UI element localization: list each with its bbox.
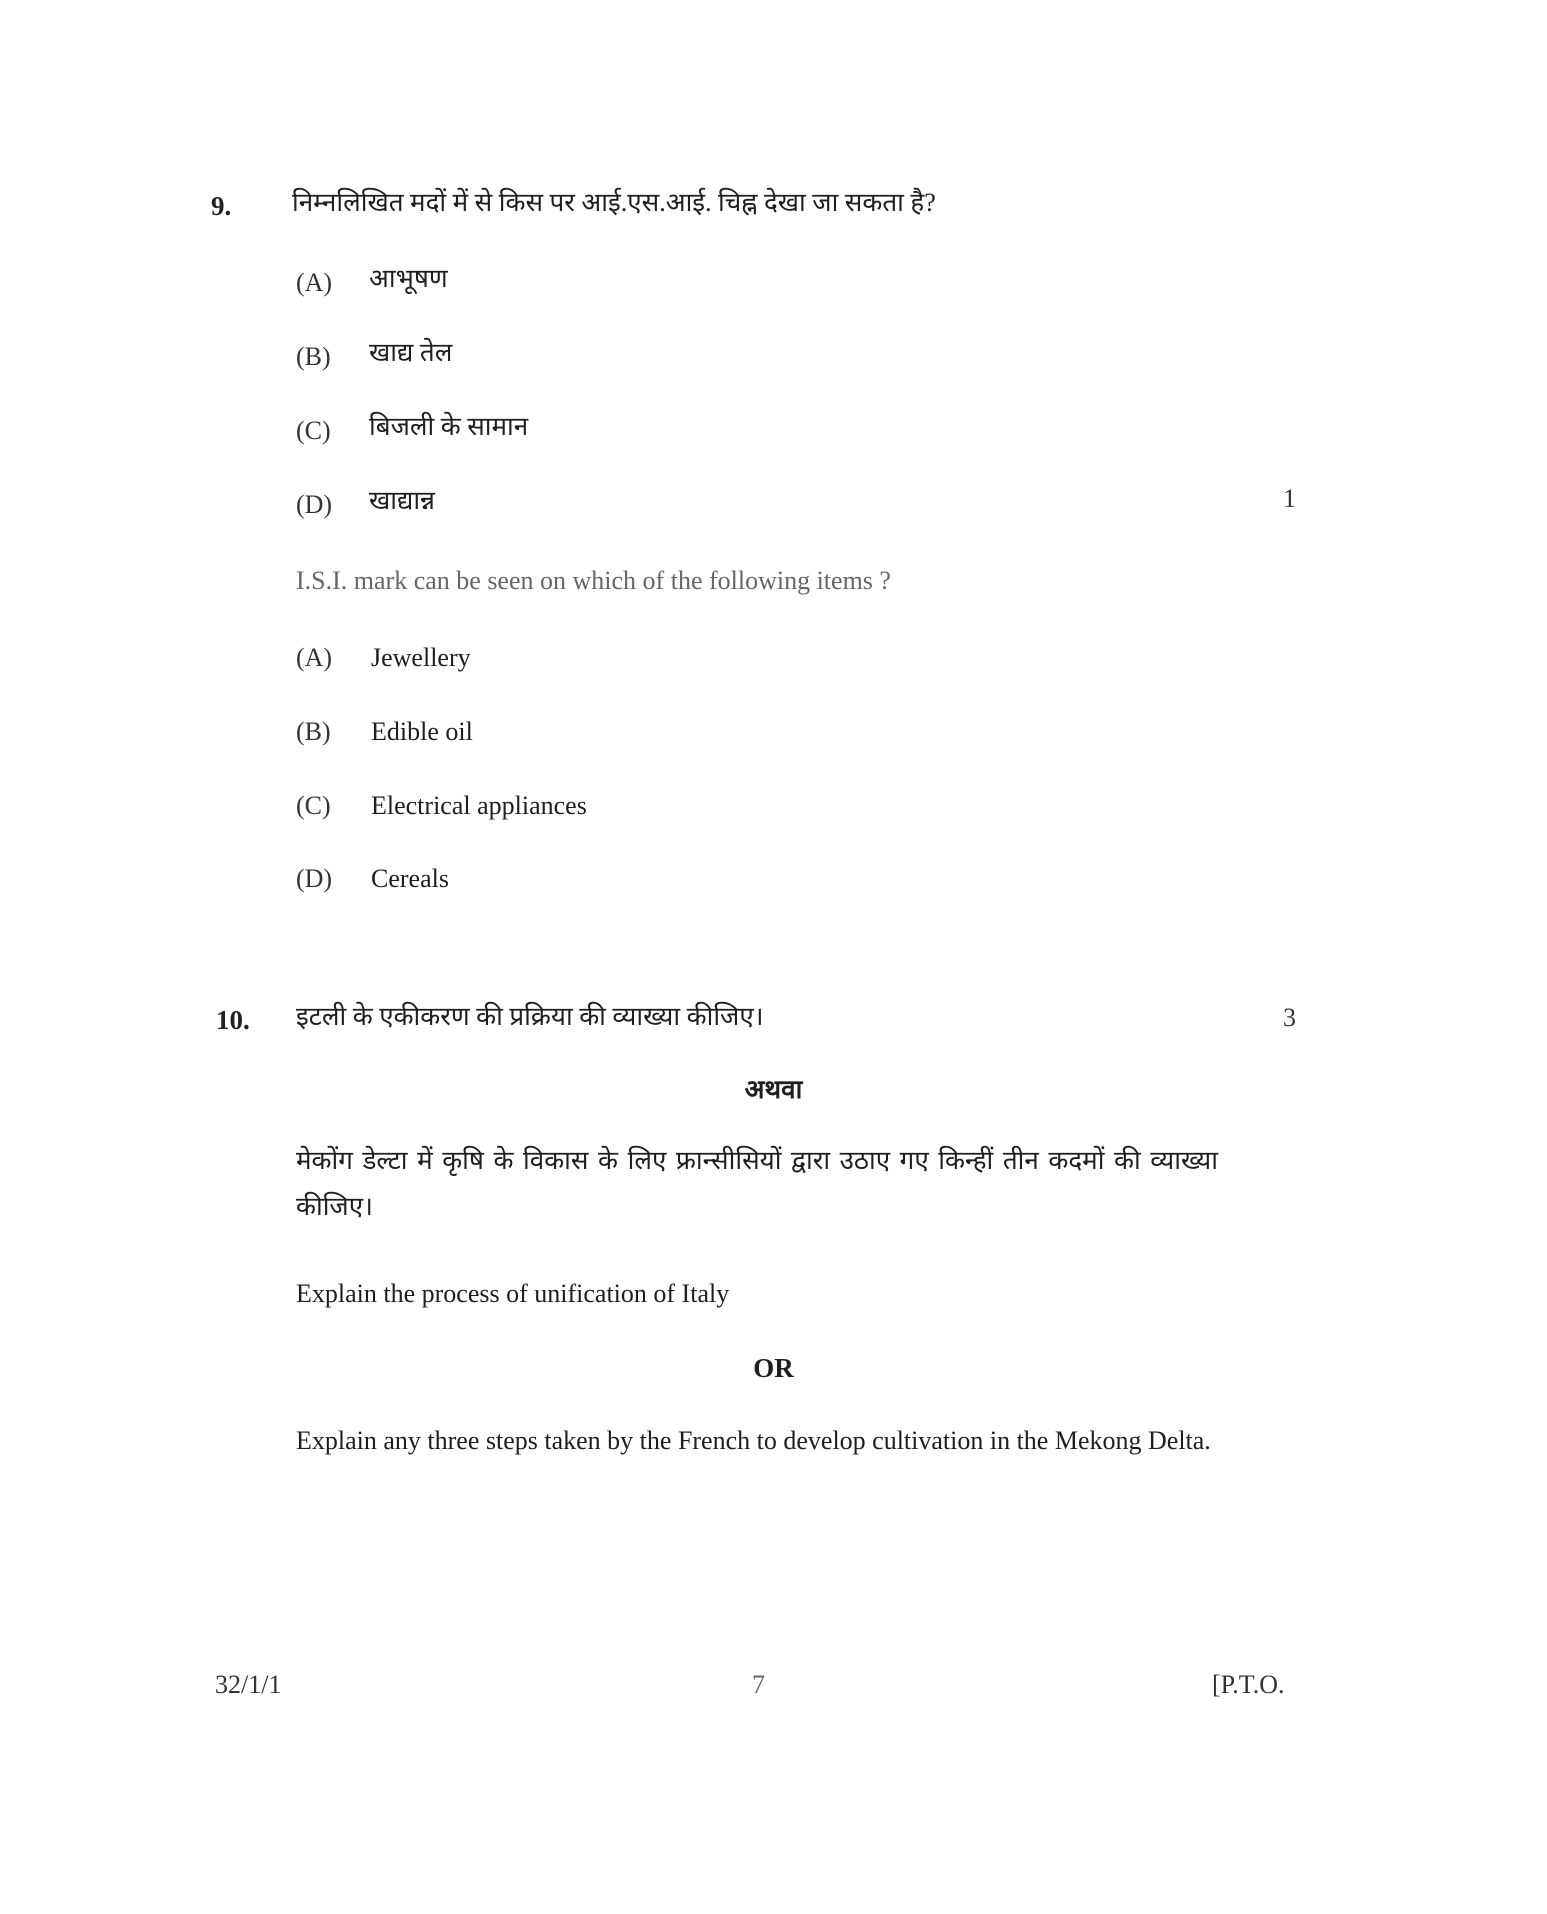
or-label-hindi: अथवा — [744, 1075, 803, 1104]
option-label: (C) — [296, 791, 331, 820]
paper-code: 32/1/1 — [215, 1670, 282, 1699]
marks: 3 — [1283, 1003, 1296, 1032]
option-label: (D) — [296, 490, 333, 519]
question-text-hindi: निम्नलिखित मदों में से किस पर आई.एस.आई. चिह्न देखा जा सकता है? — [292, 188, 936, 217]
question-text-english: Explain the process of unification of Italy — [296, 1279, 730, 1308]
option-label: (A) — [296, 268, 333, 297]
marks: 1 — [1283, 484, 1296, 513]
pto-label: [P.T.O. — [1212, 1670, 1285, 1699]
option-label: (C) — [296, 416, 331, 445]
option-text: Jewellery — [371, 643, 471, 672]
option-text: आभूषण — [369, 264, 448, 293]
option-label: (B) — [296, 717, 331, 746]
option-label: (A) — [296, 643, 333, 672]
option-label: (B) — [296, 342, 331, 371]
question-number: 10. — [216, 1005, 250, 1035]
option-text: खाद्यान्न — [369, 486, 435, 515]
option-text: Electrical appliances — [371, 791, 587, 820]
question-number: 9. — [211, 191, 232, 221]
option-text: बिजली के सामान — [369, 412, 529, 441]
option-text: Edible oil — [371, 717, 473, 746]
alternative-question-english: Explain any three steps taken by the French to develop cultivation in the Mekong Delta. — [296, 1426, 1211, 1455]
or-label-english: OR — [753, 1353, 794, 1383]
option-text: खाद्य तेल — [369, 338, 453, 367]
question-text-english: I.S.I. mark can be seen on which of the following items ? — [296, 566, 891, 595]
option-text: Cereals — [371, 864, 449, 893]
option-label: (D) — [296, 864, 333, 893]
alternative-question-hindi: मेकोंग डेल्टा में कृषि के विकास के लिए फ्रान्सीसियों द्वारा उठाए गए किन्हीं तीन कदमों की व्याख्या कीजिए। — [296, 1146, 1218, 1221]
page-number: 7 — [752, 1670, 765, 1699]
question-text-hindi: इटली के एकीकरण की प्रक्रिया की व्याख्या कीजिए। — [296, 1002, 764, 1031]
